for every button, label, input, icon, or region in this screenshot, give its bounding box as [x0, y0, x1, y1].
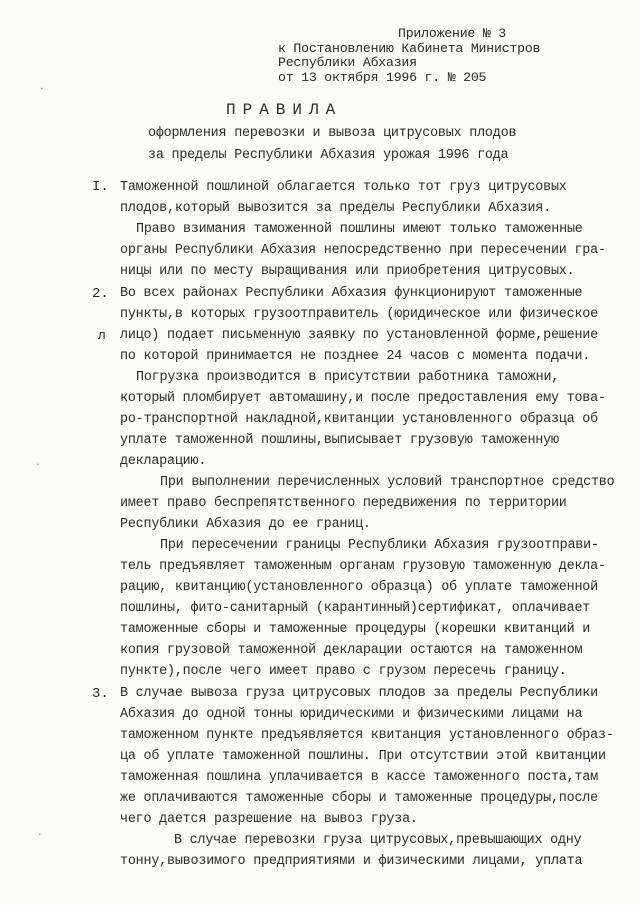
document-title: ПРАВИЛА	[226, 101, 343, 119]
text-line: имеет право беспрепятственного передвижения по территории	[120, 496, 567, 511]
text-line: рацию, квитанцию(установленного образца) об уплате таможенной	[120, 580, 598, 595]
text-line: который пломбирует автомашину,и после предоставления ему това-	[120, 391, 606, 406]
margin-note: л	[98, 328, 106, 343]
text-line: тонну,вывозимого предприятиями и физическими лицами, уплата	[120, 854, 583, 869]
text-line: копия грузовой таможенной декларации остаются на таможенном	[120, 643, 583, 658]
text-line: уплате таможенной пошлины,выписывает грузовую таможенную	[120, 433, 559, 448]
margin-speck: ·	[40, 82, 44, 95]
appendix-line-4: от 13 октября 1996 г. № 205	[278, 70, 487, 85]
text-line: В случае вывоза груза цитрусовых плодов за пределы Республики	[120, 686, 598, 701]
text-line: Республики Абхазия до ее границ.	[120, 517, 371, 532]
text-line: таможенная пошлина уплачивается в кассе таможенного поста,там	[120, 770, 598, 785]
text-line: таможенном пункте предъявляется квитанция установленного образ-	[120, 728, 614, 743]
text-line: декларацию.	[120, 454, 207, 469]
section-number: 2.	[92, 286, 109, 302]
text-line: Во всех районах Республики Абхазия функционируют таможенные	[120, 286, 583, 301]
text-line: по которой принимается не позднее 24 часов с момента подачи.	[120, 349, 591, 364]
text-line: При выполнении перечисленных условий транспортное средство	[160, 475, 615, 490]
text-line: чего дается разрешение на вывоз груза.	[120, 812, 418, 827]
appendix-line-2: к Постановлению Кабинета Министров	[278, 41, 541, 56]
text-line: органы Республики Абхазия непосредственно при пересечении гра-	[120, 243, 606, 258]
text-line: Погрузка производится в присутствии работника таможни,	[136, 370, 560, 385]
text-line: лицо) подает письменную заявку по установленной форме,решение	[120, 328, 598, 343]
text-line: ца об уплате таможенной пошлины. При отсутствии этой квитанции	[120, 749, 606, 764]
text-line: ницы или по месту выращивания или приобретения цитрусовых.	[120, 264, 575, 279]
text-line: пункте),после чего имеет право с грузом пересечь границу.	[120, 664, 567, 679]
text-line: ро-транспортной накладной,квитанции установленного образца об	[120, 412, 598, 427]
text-line: же оплачиваются таможенные сборы и таможенные процедуры,после	[120, 791, 598, 806]
margin-speck: ·	[36, 458, 40, 471]
subtitle-line-1: оформления перевозки и вывоза цитрусовых плодов	[148, 126, 517, 141]
text-line: Таможенной пошлиной облагается только тот груз цитрусовых	[120, 180, 567, 195]
text-line: В случае перевозки груза цитрусовых,превышающих одну	[174, 833, 582, 848]
text-line: При пересечении границы Республики Абхазия грузоотправи-	[160, 538, 599, 553]
text-line: тель предъявляет таможенным органам грузовую таможенную декла-	[120, 559, 606, 574]
text-line: плодов,который вывозится за пределы Республики Абхазия.	[120, 201, 551, 216]
appendix-line-3: Республики Абхазия	[278, 55, 417, 70]
section-number: I.	[92, 179, 109, 195]
margin-speck: ·	[38, 828, 42, 841]
subtitle-line-2: за пределы Республики Абхазия урожая 1996 года	[148, 148, 509, 163]
text-line: таможенные сборы и таможенные процедуры (корешки квитанций и	[120, 622, 591, 637]
text-line: пункты,в которых грузоотправитель (юридическое или физическое	[120, 307, 598, 322]
section-number: 3.	[92, 686, 109, 702]
text-line: Право взимания таможенной пошлины имеют только таможенные	[136, 222, 583, 237]
appendix-line-1: Приложение № 3	[398, 26, 506, 41]
text-line: пошлины, фито-санитарный (карантинный)сертификат, оплачивает	[120, 601, 591, 616]
text-line: Абхазия до одной тонны юридическими и физическими лицами на	[120, 707, 583, 722]
